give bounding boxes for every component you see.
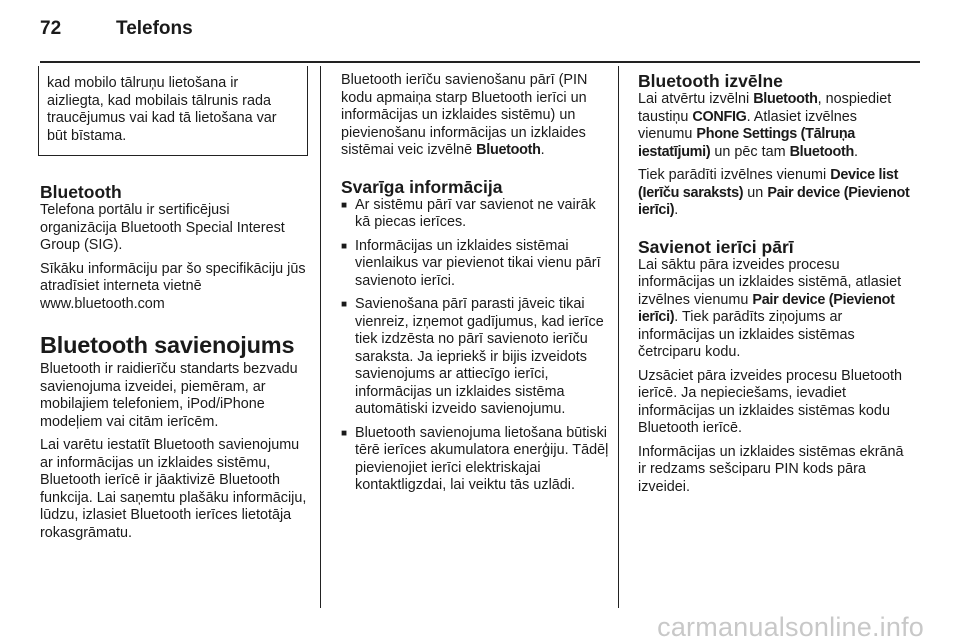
connection-paragraph-2: Lai varētu iestatīt Bluetooth savienojumu ar informācijas un izklaides sistēmu, Bluetooth ierīcē ir jāaktivizē Bluetooth funkcija. Lai saņemtu plašāku informāciju, lūdzu, izlasiet Bluetooth ierīces lietotāja rokasgrāmatu.	[40, 437, 307, 541]
list-item: ■ Ar sistēmu pārī var savienot ne vairāk kā piecas ierīces.	[341, 197, 609, 232]
text-run: Bluetooth	[753, 91, 818, 107]
connection-heading: Bluetooth savienojums	[40, 332, 295, 358]
column-divider-2	[618, 66, 619, 608]
important-list	[341, 197, 609, 495]
header-rule	[40, 61, 920, 63]
text-run: .	[674, 202, 679, 218]
intro-text: Bluetooth ierīču savienošanu pārī (PIN kodu apmaiņa starp Bluetooth ierīci un informācijas un izklaides sistēmu) un pievienošanu informācijas un izklaides sistēmai veic izvēlnē	[341, 72, 588, 158]
column-3	[638, 72, 910, 502]
list-item: ■ Informācijas un izklaides sistēmai vienlaikus var pievienot tikai vienu pārī savienoto ierīci.	[341, 238, 609, 291]
intro-end: .	[540, 142, 545, 158]
pair-paragraph-2: Uzsāciet pāra izveides procesu Bluetooth ierīcē. Ja nepieciešams, ievadiet informācijas un izklaides sistēmas kodu Bluetooth ierīcē.	[638, 367, 902, 436]
menu-paragraph-1	[638, 91, 910, 161]
bluetooth-paragraph-1: Telefona portālu ir sertificējusi organizācija Bluetooth Special Interest Group (SIG).	[40, 202, 285, 253]
menu-heading: Bluetooth izvēlne	[638, 71, 783, 91]
text-run: , nospiediet taustiņu	[638, 91, 892, 125]
text-run: . Atlasiet izvēlnes vienumu	[638, 108, 857, 142]
menu-paragraph-2	[638, 167, 910, 220]
page-number: 72	[40, 18, 62, 39]
text-run: Pair device (Pievienot ierīci)	[638, 291, 895, 325]
text-run: Tiek parādīti izvēlnes vienumi	[638, 167, 831, 183]
text-run: CONFIG	[692, 108, 747, 125]
column-2	[341, 72, 609, 501]
connection-paragraph-1: Bluetooth ir raidierīču standarts bezvadu savienojuma izveidei, piemēram, ar mobilajiem telefoniem, iPod/iPhone modeļiem vai citām ierīcēm.	[40, 361, 298, 430]
text-run: Bluetooth	[789, 143, 855, 160]
text-run: un pēc tam	[710, 143, 790, 160]
intro-paragraph	[341, 72, 609, 160]
pair-paragraph-1	[638, 257, 910, 362]
warning-text: kad mobilo tālruņu lietošana ir aizliegta, kad mobilais tālrunis rada traucējumus vai kad tā lietošana var būt bīstama.	[47, 75, 277, 144]
important-heading: Svarīga informācija	[341, 176, 503, 197]
bluetooth-paragraph-2: Sīkāku informāciju par šo specifikāciju jūs atradīsiet interneta vietnē www.bluetooth.com	[40, 260, 306, 312]
column-divider-1	[320, 66, 321, 608]
list-item: ■ Bluetooth savienojuma lietošana būtiski tērē ierīces akumulatora enerģiju. Tādēļ pievienojiet ierīci elektriskajai kontaktligzdai, lai veiktu tās uzlādi.	[341, 425, 609, 495]
text-run: Phone Settings (Tālruņa iestatījumi)	[638, 126, 856, 160]
text-run: Device list (Ierīču saraksts)	[638, 167, 899, 201]
bluetooth-heading: Bluetooth	[40, 182, 122, 202]
chapter-title: Telefons	[116, 18, 193, 39]
text-run: un	[743, 184, 768, 201]
text-run: Pair device (Pievienot ierīci)	[638, 184, 910, 218]
list-item: ■ Savienošana pārī parasti jāveic tikai vienreiz, izņemot gadījumus, kad ierīce tiek izdzēsta no pārī savienoto ierīču saraksta. Ja iepriekš ir bijis izveidots savienojums ar attiecīgo ierīci, informācijas un izklaides sistēma automātiski izveido savienojumu.	[341, 296, 609, 419]
watermark: carmanualsonline.info	[657, 612, 924, 642]
text-run: Lai atvērtu izvēlni	[638, 91, 754, 107]
text-run: .	[854, 143, 859, 160]
pair-heading: Savienot ierīci pārī	[638, 236, 794, 257]
text-run: Lai sāktu pāra izveides procesu informācijas un izklaides sistēmā, atlasiet izvēlnes vienumu	[638, 256, 902, 308]
warning-box	[38, 66, 308, 156]
column-1	[40, 72, 308, 548]
text-run: . Tiek parādīts ziņojums ar informācijas un izklaides sistēmas četrciparu kodu.	[638, 309, 855, 360]
pair-paragraph-3: Informācijas un izklaides sistēmas ekrānā ir redzams sešciparu PIN kods pāra izveidei.	[638, 443, 904, 495]
intro-menu-name: Bluetooth	[476, 142, 541, 158]
